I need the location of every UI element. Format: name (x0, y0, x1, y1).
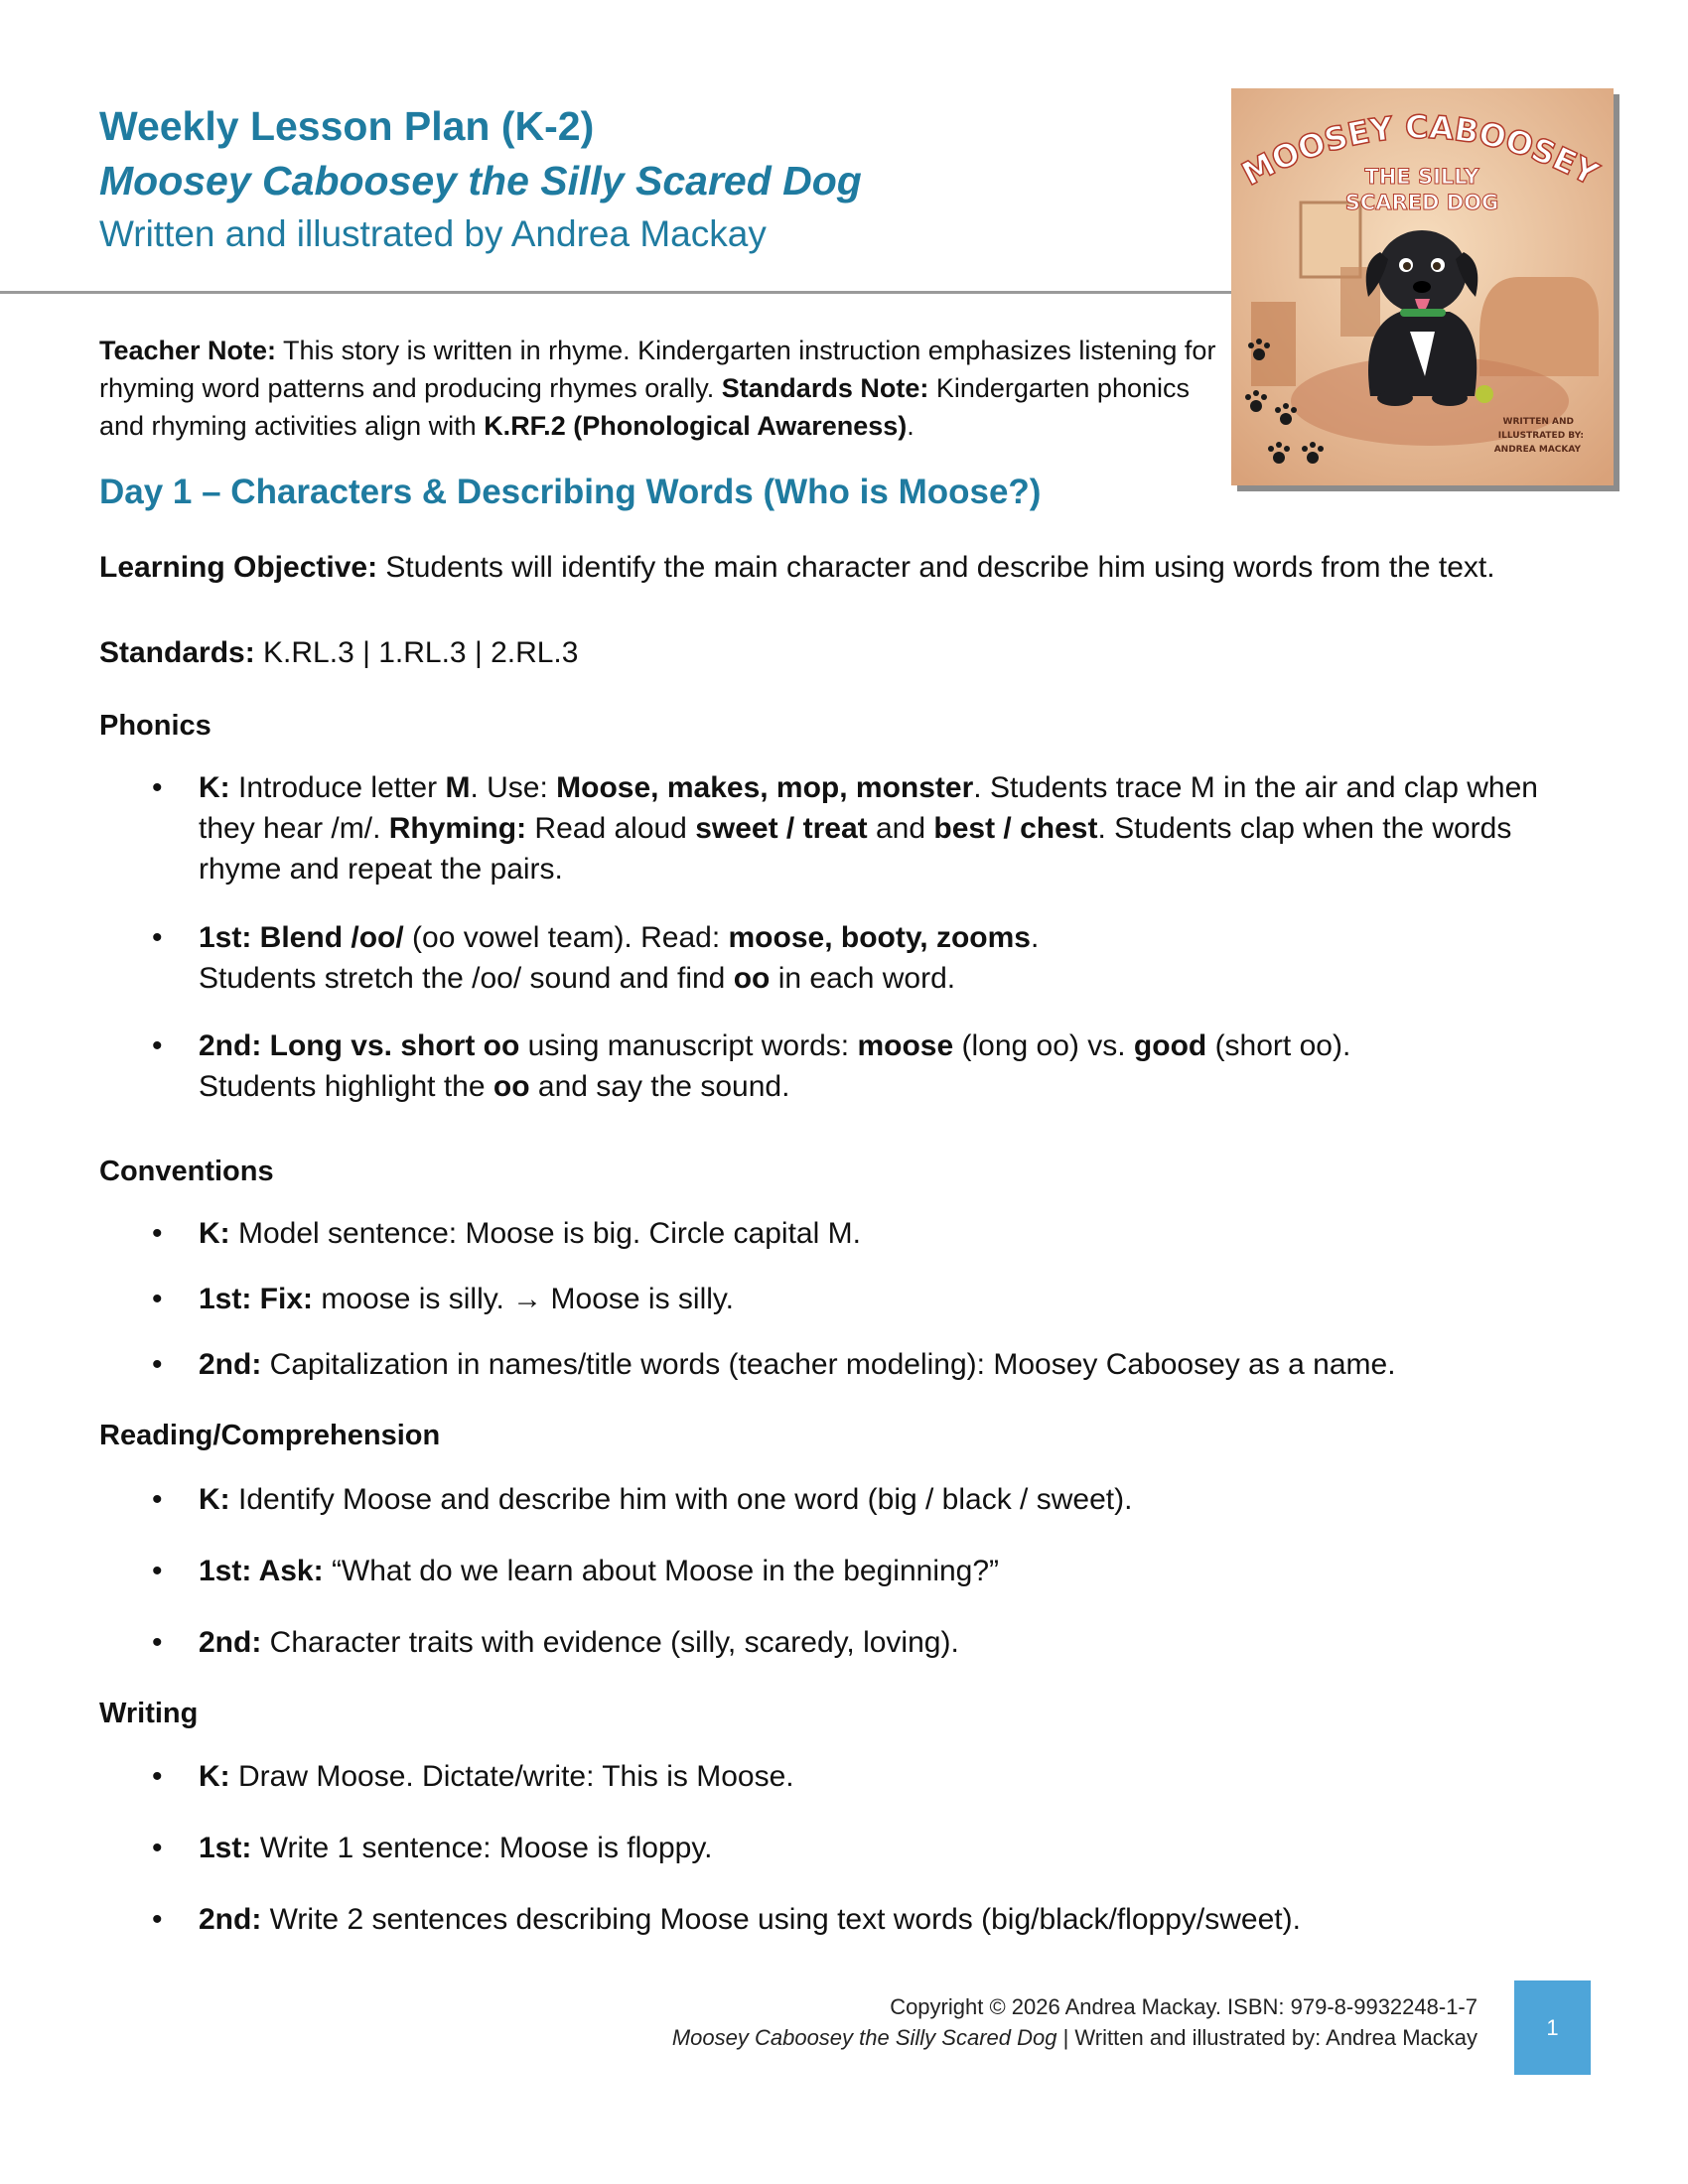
phonics-first-words: moose, booty, zooms (728, 921, 1031, 954)
phonics-k-pair-1: sweet / treat (695, 812, 868, 845)
section-heading-phonics: Phonics (99, 710, 211, 742)
bullet-icon: • (152, 1483, 163, 1516)
phonics-second-label: 2nd: Long vs. short oo (199, 1029, 520, 1062)
writing-item-second (199, 1899, 1559, 1940)
writing-first-text: Write 1 sentence: Moose is floppy. (251, 1832, 713, 1864)
bullet-icon: • (152, 1760, 163, 1793)
conventions-first-text: moose is silly. → Moose is silly. (313, 1283, 735, 1315)
teacher-note-text: This story is written in rhyme. Kindergarten instruction emphasizes listening for rhyming word patterns and producing rhymes orally. (99, 336, 1216, 403)
bullet-icon: • (152, 1832, 163, 1864)
reading-item-k (199, 1479, 1559, 1520)
writing-k-label: K: (199, 1760, 230, 1793)
conventions-second-label: 2nd: (199, 1348, 262, 1381)
writing-second-text: Write 2 sentences describing Moose using text words (big/black/floppy/sweet). (261, 1903, 1301, 1936)
phonics-k-words: Moose, makes, mop, monster (556, 771, 974, 804)
objective-label: Learning Objective: (99, 551, 378, 584)
reading-k-label: K: (199, 1483, 230, 1516)
phonics-second-text-3: (short oo). (1206, 1029, 1351, 1062)
standards-text: K.RL.3 | 1.RL.3 | 2.RL.3 (254, 636, 579, 669)
footer-book-title: Moosey Caboosey the Silly Scared Dog (671, 2025, 1057, 2050)
header-divider (0, 291, 1231, 294)
cover-credit-2: ILLUSTRATED BY: (1497, 431, 1584, 441)
bullet-icon: • (152, 1555, 163, 1587)
phonics-item-k (199, 767, 1559, 889)
reading-item-first (199, 1551, 1559, 1591)
phonics-k-text-1: Introduce letter (229, 771, 446, 804)
bullet-icon: • (152, 1283, 163, 1315)
reading-second-text: Character traits with evidence (silly, scaredy, loving). (261, 1626, 959, 1659)
phonics-first-line2-b: in each word. (770, 962, 956, 995)
standards-note-text: Kindergarten phonics and rhyming activities align with (99, 373, 1190, 441)
phonics-k-rhyming-label: Rhyming: (388, 812, 527, 845)
section-heading-reading: Reading/Comprehension (99, 1420, 441, 1451)
reading-second-label: 2nd: (199, 1626, 262, 1659)
phonics-second-line2-a: Students highlight the (199, 1070, 493, 1103)
phonics-item-second (199, 1025, 1559, 1107)
phonics-k-letter: M (445, 771, 471, 804)
writing-k-text: Draw Moose. Dictate/write: This is Moose. (229, 1760, 794, 1793)
bullet-icon: • (152, 1029, 163, 1062)
standards-note-end: . (907, 411, 914, 441)
phonics-first-text-1: (oo vowel team). Read: (403, 921, 729, 954)
page-footer (672, 1991, 1477, 2053)
section-heading-conventions: Conventions (99, 1156, 274, 1187)
conventions-k-text: Model sentence: Moose is big. Circle capital M. (229, 1217, 861, 1250)
bullet-icon: • (152, 1903, 163, 1936)
footer-credit: | Written and illustrated by: Andrea Mackay (1056, 2025, 1477, 2050)
conventions-item-first (199, 1279, 1559, 1319)
writing-second-label: 2nd: (199, 1903, 262, 1936)
page-number: 1 (1514, 1980, 1591, 2075)
cover-credit-3: ANDREA MACKAY (1493, 445, 1581, 455)
reading-item-second (199, 1622, 1559, 1663)
phonics-first-line2-a: Students stretch the /oo/ sound and find (199, 962, 734, 995)
conventions-second-text: Capitalization in names/title words (teacher modeling): Moosey Caboosey as a name. (261, 1348, 1396, 1381)
phonics-first-oo: oo (733, 962, 771, 995)
day-title: Day 1 – Characters & Describing Words (Who is Moose?) (99, 473, 1042, 511)
standards-note-label: Standards Note: (721, 373, 929, 403)
writing-item-k (199, 1756, 1559, 1797)
book-cover-illustration (1231, 88, 1614, 485)
bullet-icon: • (152, 771, 163, 804)
standards-label: Standards: (99, 636, 255, 669)
cover-subtitle-2: SCARED DOG (1344, 191, 1499, 214)
book-title: Moosey Caboosey the Silly Scared Dog (99, 158, 862, 204)
phonics-k-text-4: Read aloud (526, 812, 696, 845)
phonics-second-moose: moose (857, 1029, 954, 1062)
teacher-note-label: Teacher Note: (99, 336, 277, 365)
phonics-k-label: K: (199, 771, 230, 804)
footer-copyright: Copyright © 2026 Andrea Mackay. ISBN: 979-8-9932248-1-7 (890, 1994, 1477, 2019)
phonics-k-pair-2: best / chest (933, 812, 1098, 845)
phonics-k-text-6: . Students clap when the words rhyme and repeat the pairs. (199, 812, 1512, 886)
bullet-icon: • (152, 1217, 163, 1250)
standards-note-code: K.RF.2 (Phonological Awareness) (484, 411, 908, 441)
cover-credit-1: WRITTEN AND (1502, 417, 1574, 427)
section-heading-writing: Writing (99, 1698, 199, 1729)
cover-subtitle-1: THE SILLY (1364, 165, 1479, 189)
phonics-second-text-1: using manuscript words: (519, 1029, 858, 1062)
document-title: Weekly Lesson Plan (K-2) (99, 103, 595, 149)
phonics-second-text-2: (long oo) vs. (953, 1029, 1134, 1062)
bullet-icon: • (152, 921, 163, 954)
phonics-k-text-3: . Students trace M in the air and clap when they hear /m/. (199, 771, 1538, 845)
writing-item-first (199, 1828, 1559, 1868)
footer-credit-line (672, 2022, 1477, 2053)
phonics-k-text-2: . Use: (470, 771, 557, 804)
bullet-icon: • (152, 1348, 163, 1381)
phonics-first-label: 1st: Blend /oo/ (199, 921, 404, 954)
writing-first-label: 1st: (199, 1832, 252, 1864)
teacher-note (99, 332, 1241, 445)
standards-line (99, 636, 578, 670)
objective-text: Students will identify the main character and describe him using words from the text. (377, 551, 1495, 584)
reading-k-text: Identify Moose and describe him with one word (big / black / sweet). (229, 1483, 1133, 1516)
phonics-k-text-5: and (867, 812, 934, 845)
book-cover-image (1231, 88, 1614, 485)
conventions-k-label: K: (199, 1217, 230, 1250)
bullet-icon: • (152, 1626, 163, 1659)
conventions-first-label: 1st: Fix: (199, 1283, 314, 1315)
phonics-second-oo: oo (492, 1070, 530, 1103)
phonics-first-text-2: . (1030, 921, 1040, 954)
phonics-item-first (199, 917, 1559, 999)
phonics-second-line2-b: and say the sound. (529, 1070, 790, 1103)
reading-first-text: “What do we learn about Moose in the beginning?” (323, 1555, 1000, 1587)
learning-objective (99, 547, 1549, 588)
reading-first-label: 1st: Ask: (199, 1555, 324, 1587)
cover-title: MOOSEY CABOOSEY (1235, 107, 1605, 194)
conventions-item-second (199, 1344, 1559, 1385)
conventions-item-k (199, 1213, 1559, 1254)
phonics-second-good: good (1133, 1029, 1207, 1062)
byline: Written and illustrated by Andrea Mackay (99, 213, 767, 254)
document-header (99, 99, 862, 260)
